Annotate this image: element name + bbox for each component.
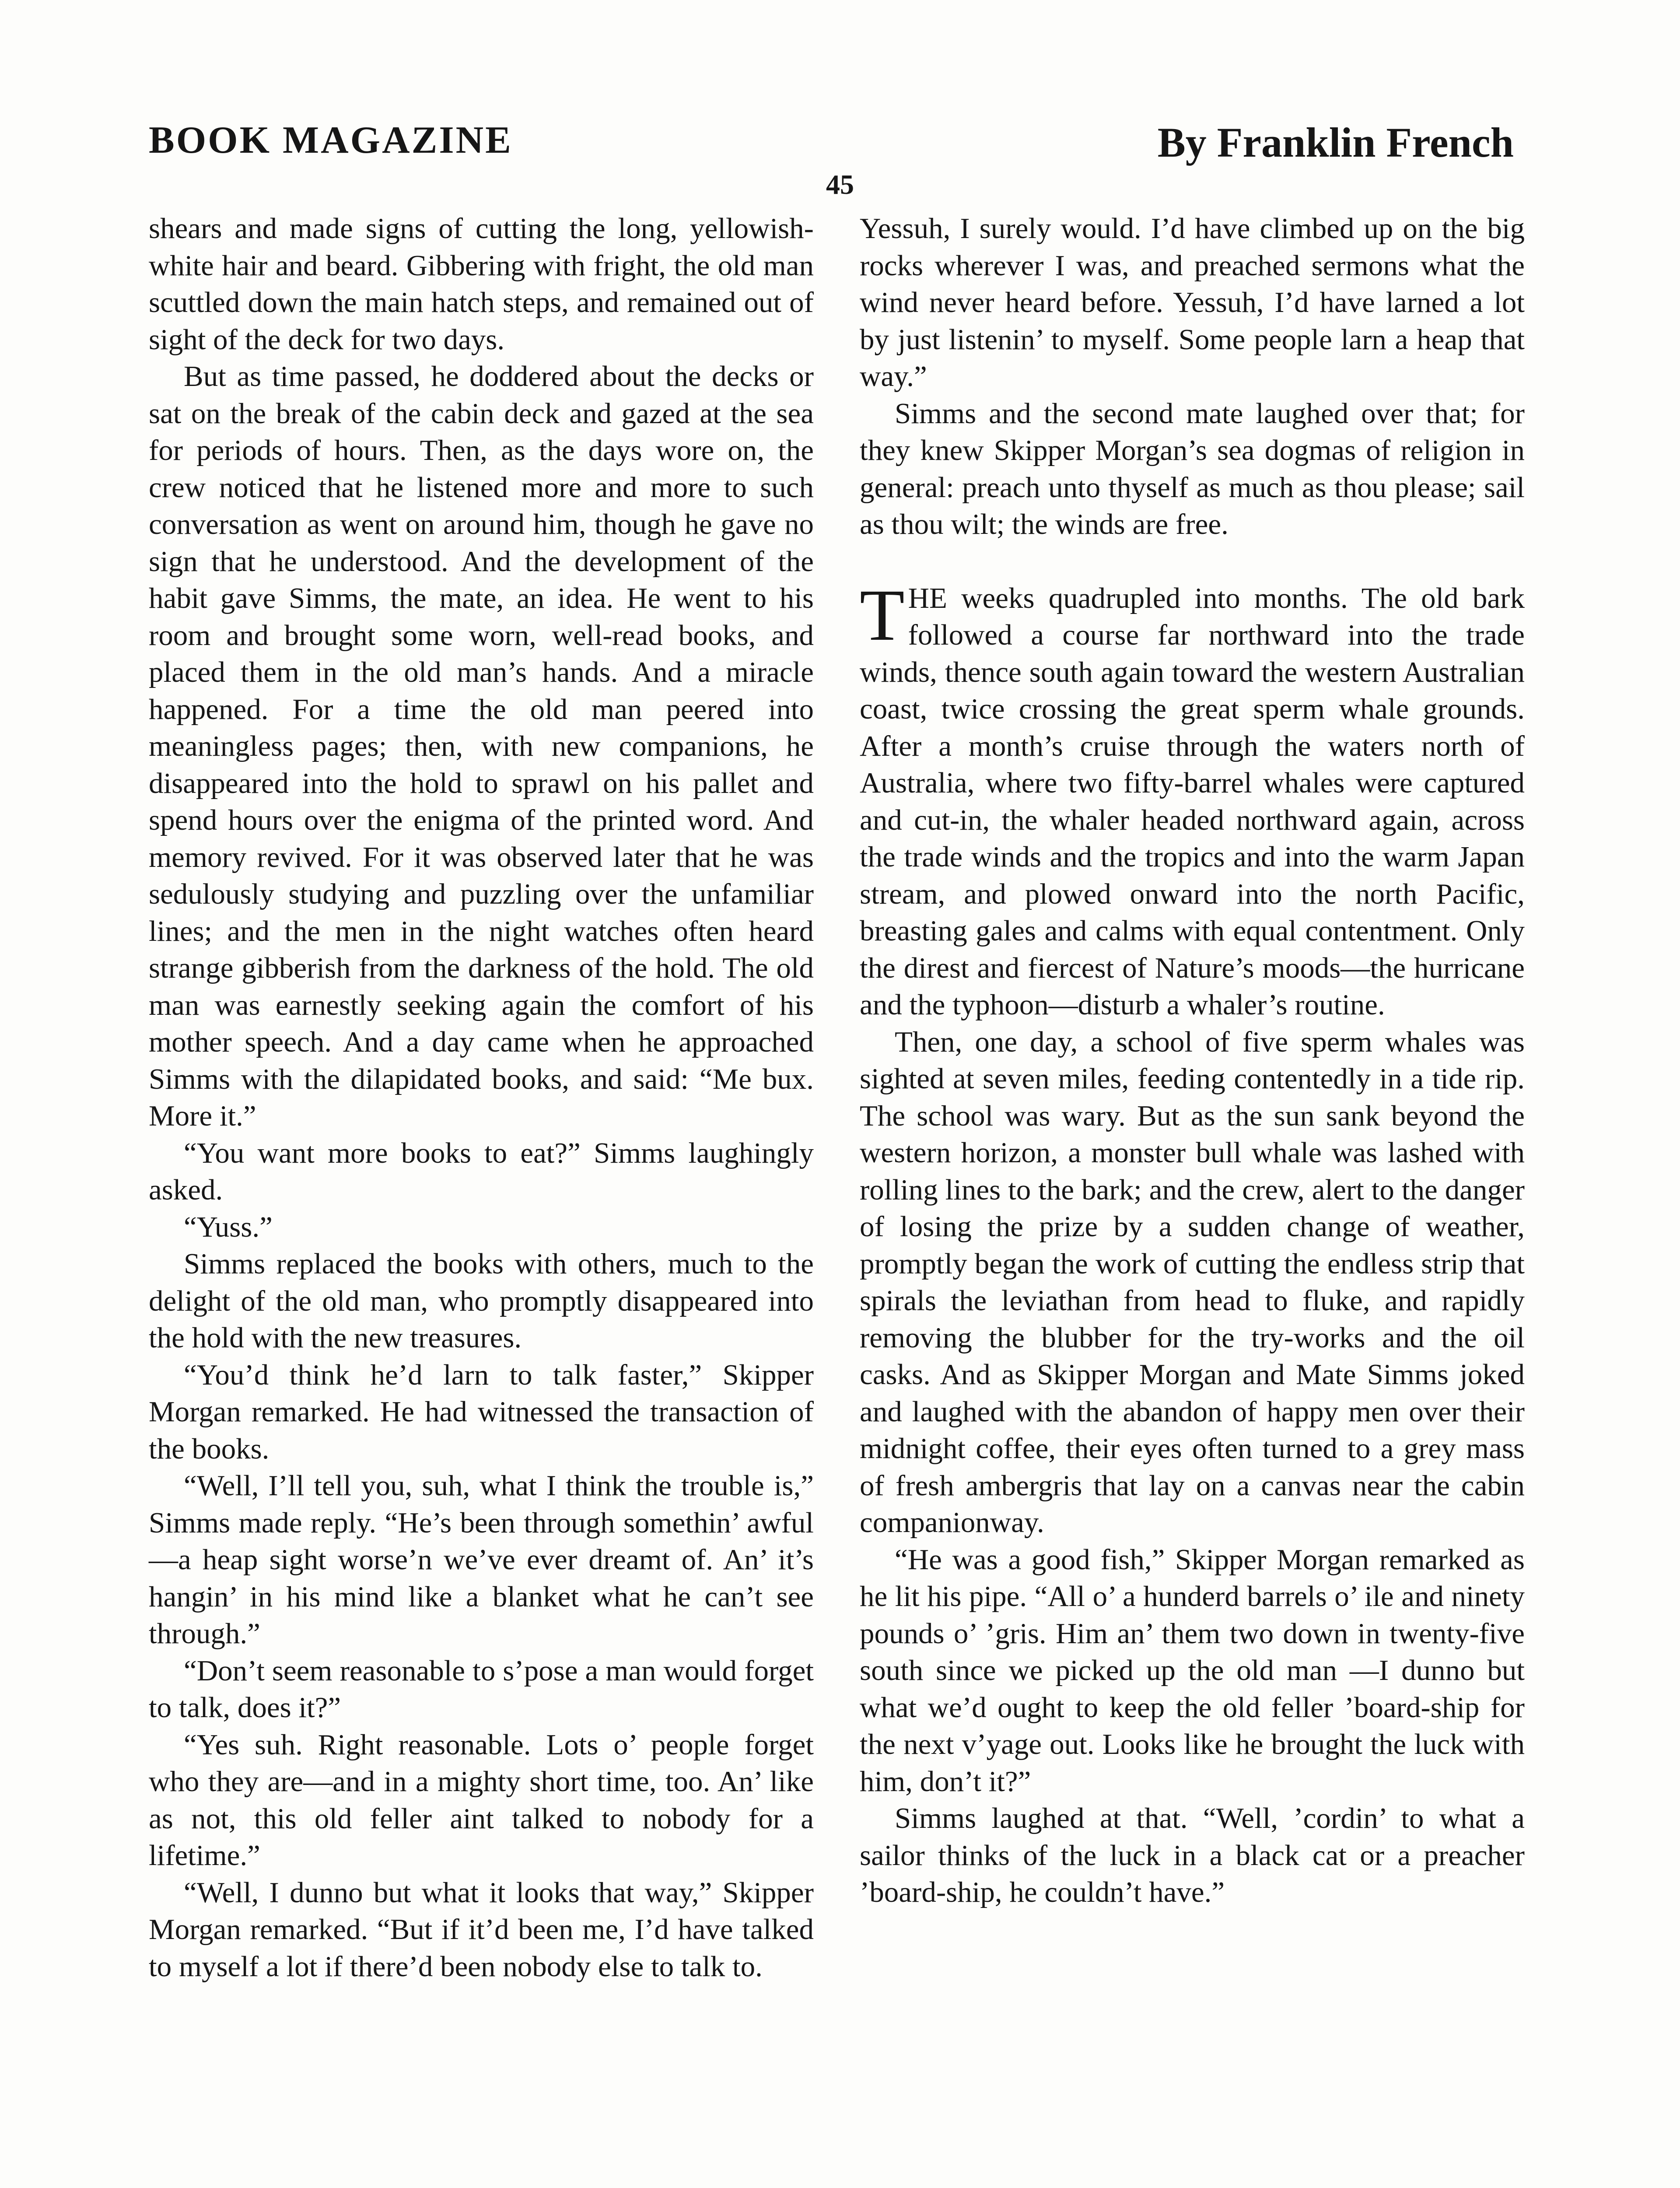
paragraph: shears and made signs of cutting the long, yellowish-white hair and beard. Gibbering with fright, the old man scuttled down the main hatch steps, and remained out of sight of the deck for two days. (149, 212, 814, 356)
drop-cap: T (860, 574, 905, 656)
author-byline: By Franklin French (1157, 119, 1514, 166)
page-number: 45 (826, 169, 854, 200)
paragraph: Simms replaced the books with others, much to the delight of the old man, who promptly disappeared into the hold with the new treasures. (149, 1248, 814, 1354)
paragraph: “Well, I’ll tell you, suh, what I think the trouble is,” Simms made reply. “He’s been through somethin’ awful—a heap sight worse’n we’ve ever dreamt of. An’ it’s hangin’ in his mind like a blanket what he can’t see through.” (149, 1469, 814, 1650)
left-column (149, 210, 814, 1985)
paragraph: “Don’t seem reasonable to s’pose a man would forget to talk, does it?” (149, 1654, 814, 1724)
paragraph: “Well, I dunno but what it looks that way,” Skipper Morgan remarked. “But if it’d been me, I’d have talked to myself a lot if there’d been nobody else to talk to. (149, 1876, 814, 1983)
page-header (149, 118, 1514, 171)
magazine-title: BOOK MAGAZINE (149, 119, 513, 161)
paragraph: “He was a good fish,” Skipper Morgan remarked as he lit his pipe. “All o’ a hunderd barrels o’ ile and ninety pounds o’ ’gris. Him an’ them two down in twenty-five south since we picked up the old man —I dunno but what we’d ought to keep the old feller ’board-ship for the next v’yage out. Looks like he brought the luck with him, don’t it?” (860, 1543, 1525, 1798)
paragraph: Simms and the second mate laughed over that; for they knew Skipper Morgan’s sea dogmas of religion in general: preach unto thyself as much as thou please; sail as thou wilt; the winds are free. (860, 397, 1525, 540)
paragraph: “You want more books to eat?” Simms laughingly asked. (149, 1136, 814, 1206)
right-column (860, 210, 1525, 1911)
section-text: HE weeks quadrupled into months. The old bark followed a course far northward into the trade winds, thence south again toward the western Australian coast, twice crossing the great sperm whale grounds. After a month’s cruise through the waters north of Australia, where two fifty-barrel whales were captured and cut-in, the whaler headed northward again, across the trade winds and the tropics and into the warm Japan stream, and plowed onward into the north Pacific, breasting gales and calms with equal contentment. Only the direst and fiercest of Nature’s moods—the hurricane and the typhoon—disturb a whaler’s routine. (860, 582, 1525, 1021)
section-opening-paragraph (860, 574, 1525, 1024)
paragraph: Yessuh, I surely would. I’d have climbed up on the big rocks wherever I was, and preached sermons what the wind never heard before. Yessuh, I’d have larned a lot by just listenin’ to myself. Some people larn a heap that way.” (860, 212, 1525, 393)
paragraph: But as time passed, he doddered about the decks or sat on the break of the cabin deck and gazed at the sea for periods of hours. Then, as the days wore on, the crew noticed that he listened more and more to such conversation as went on around him, though he gave no sign that he understood. And the development of the habit gave Simms, the mate, an idea. He went to his room and brought some worn, well-read books, and placed them in the old man’s hands. And a miracle happened. For a time the old man peered into meaningless pages; then, with new companions, he disappeared into the hold to sprawl on his pallet and spend hours over the enigma of the printed word. And memory revived. For it was observed later that he was sedulously studying and puzzling over the unfamiliar lines; and the men in the night watches often heard strange gibberish from the darkness of the hold. The old man was earnestly seeking again the comfort of his mother speech. And a day came when he approached Simms with the dilapidated books, and said: “Me bux. More it.” (149, 360, 814, 1132)
paragraph: “Yuss.” (184, 1210, 273, 1243)
paragraph: Then, one day, a school of five sperm whales was sighted at seven miles, feeding contentedly in a tide rip. The school was wary. But as the sun sank beyond the western horizon, a monster bull whale was lashed with rolling lines to the bark; and the crew, alert to the danger of losing the prize by a sudden change of weather, promptly began the work of cutting the endless strip that spirals the leviathan from head to fluke, and rapidly removing the blubber for the try-works and the oil casks. And as Skipper Morgan and Mate Simms joked and laughed with the abandon of happy men over their midnight coffee, their eyes often turned to a grey mass of fresh ambergris that lay on a canvas near the cabin companionway. (860, 1025, 1525, 1539)
paragraph: “Yes suh. Right reasonable. Lots o’ people forget who they are—and in a mighty short time, too. An’ like as not, this old feller aint talked to nobody for a lifetime.” (149, 1728, 814, 1872)
paragraph: Simms laughed at that. “Well, ’cordin’ to what a sailor thinks of the luck in a black cat or a preacher ’board-ship, he couldn’t have.” (860, 1802, 1525, 1908)
paragraph: “You’d think he’d larn to talk faster,” Skipper Morgan remarked. He had witnessed the transaction of the books. (149, 1358, 814, 1465)
